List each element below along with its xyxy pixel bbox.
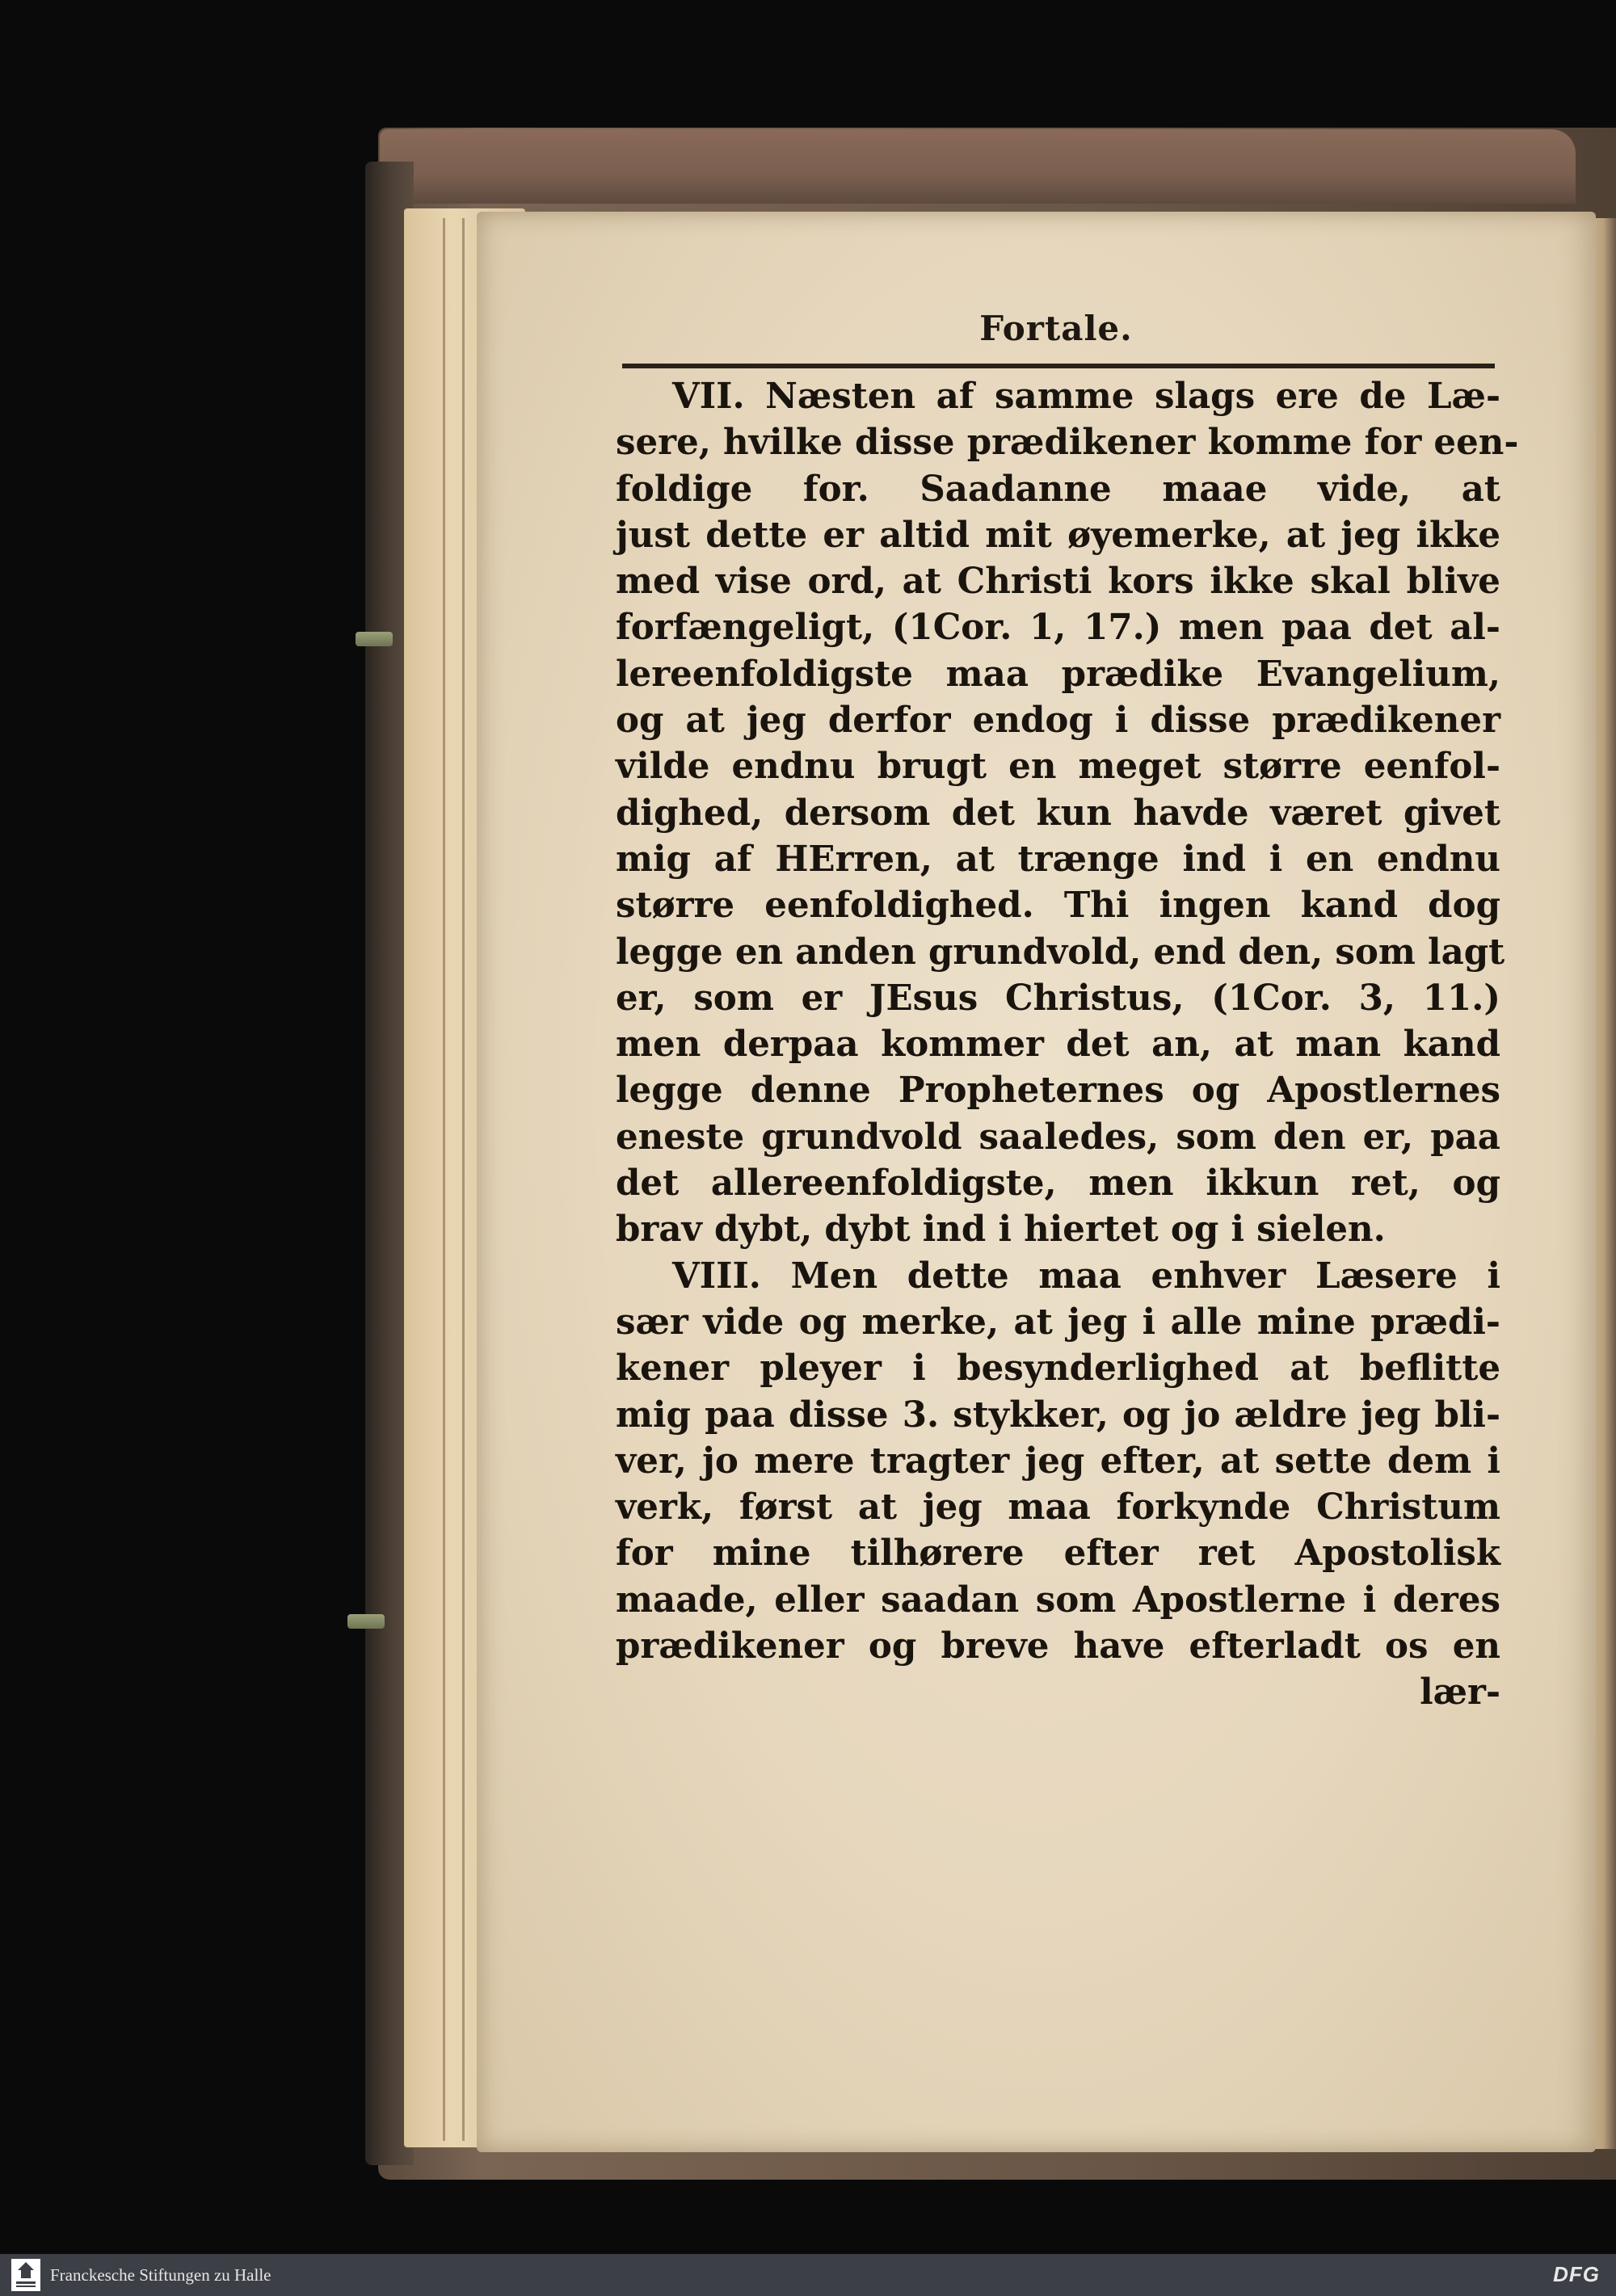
- text-line: just dette er altid mit øyemerke, at jeg ikke: [616, 514, 1500, 556]
- clasp-icon: [356, 632, 393, 646]
- viewer-footer: [0, 2254, 1616, 2296]
- text-line: men derpaa kommer det an, at man kand: [616, 1024, 1500, 1066]
- text-line: kener pleyer i besynderlighed at beflitte: [616, 1348, 1500, 1390]
- clasp-icon: [347, 1614, 385, 1629]
- running-head: Fortale.: [979, 309, 1133, 348]
- text-line: brav dybt, dybt ind i hiertet og i sielen.: [616, 1209, 1386, 1251]
- text-line: mig paa disse 3. stykker, og jo ældre jeg bli-: [616, 1394, 1500, 1436]
- text-line: lereenfoldigste maa prædike Evangelium,: [616, 653, 1500, 695]
- text-line: VII. Næsten af samme slags ere de Læ-: [672, 376, 1500, 417]
- text-line: sere, hvilke disse prædikener komme for een-: [616, 422, 1519, 464]
- text-line: større eenfoldighed. Thi ingen kand dog: [616, 885, 1500, 927]
- text-line: dighed, dersom det kun havde været givet: [616, 792, 1500, 834]
- text-line: er, som er JEsus Christus, (1Cor. 3, 11.): [616, 977, 1500, 1019]
- text-line: verk, først at jeg maa forkynde Christum: [616, 1487, 1500, 1529]
- text-line: legge denne Propheternes og Apostlernes: [616, 1070, 1500, 1112]
- text-line: med vise ord, at Christi kors ikke skal blive: [616, 561, 1500, 603]
- text-line: prædikener og breve have efterladt os en: [616, 1625, 1500, 1667]
- header-rule: [622, 364, 1495, 368]
- page-stack-line: [462, 218, 465, 2141]
- text-line: mig af HErren, at trænge ind i en endnu: [616, 838, 1500, 880]
- page-body: [616, 373, 1519, 1716]
- text-line: legge en anden grundvold, end den, som lagt: [616, 931, 1505, 973]
- text-line: sær vide og merke, at jeg i alle mine prædi-: [616, 1301, 1500, 1343]
- text-line: det allereenfoldigste, men ikkun ret, og: [616, 1163, 1500, 1205]
- text-line: eneste grundvold saaledes, som den er, paa: [616, 1116, 1500, 1158]
- text-line: ver, jo mere tragter jeg efter, at sette dem i: [616, 1440, 1500, 1482]
- text-line: foldige for. Saadanne maae vide, at: [616, 468, 1500, 510]
- institution-name: Franckesche Stiftungen zu Halle: [50, 2265, 271, 2285]
- text-line: vilde endnu brugt en meget større eenfol-: [616, 746, 1500, 788]
- dfg-logo: DFG: [1553, 2262, 1600, 2286]
- text-line: forfængeligt, (1Cor. 1, 17.) men paa det al-: [616, 607, 1500, 649]
- page-stack-line: [443, 218, 445, 2141]
- text-line: og at jeg derfor endog i disse prædikener: [616, 700, 1500, 742]
- book-cover-top: [380, 129, 1576, 204]
- text-line: VIII. Men dette maa enhver Læsere i: [672, 1255, 1500, 1297]
- catchword: lær-: [1420, 1672, 1500, 1714]
- text-line: maade, eller saadan som Apostlerne i deres: [616, 1579, 1500, 1621]
- institution-logo-icon: [11, 2259, 40, 2291]
- text-line: for mine tilhørere efter ret Apostolisk: [616, 1533, 1500, 1575]
